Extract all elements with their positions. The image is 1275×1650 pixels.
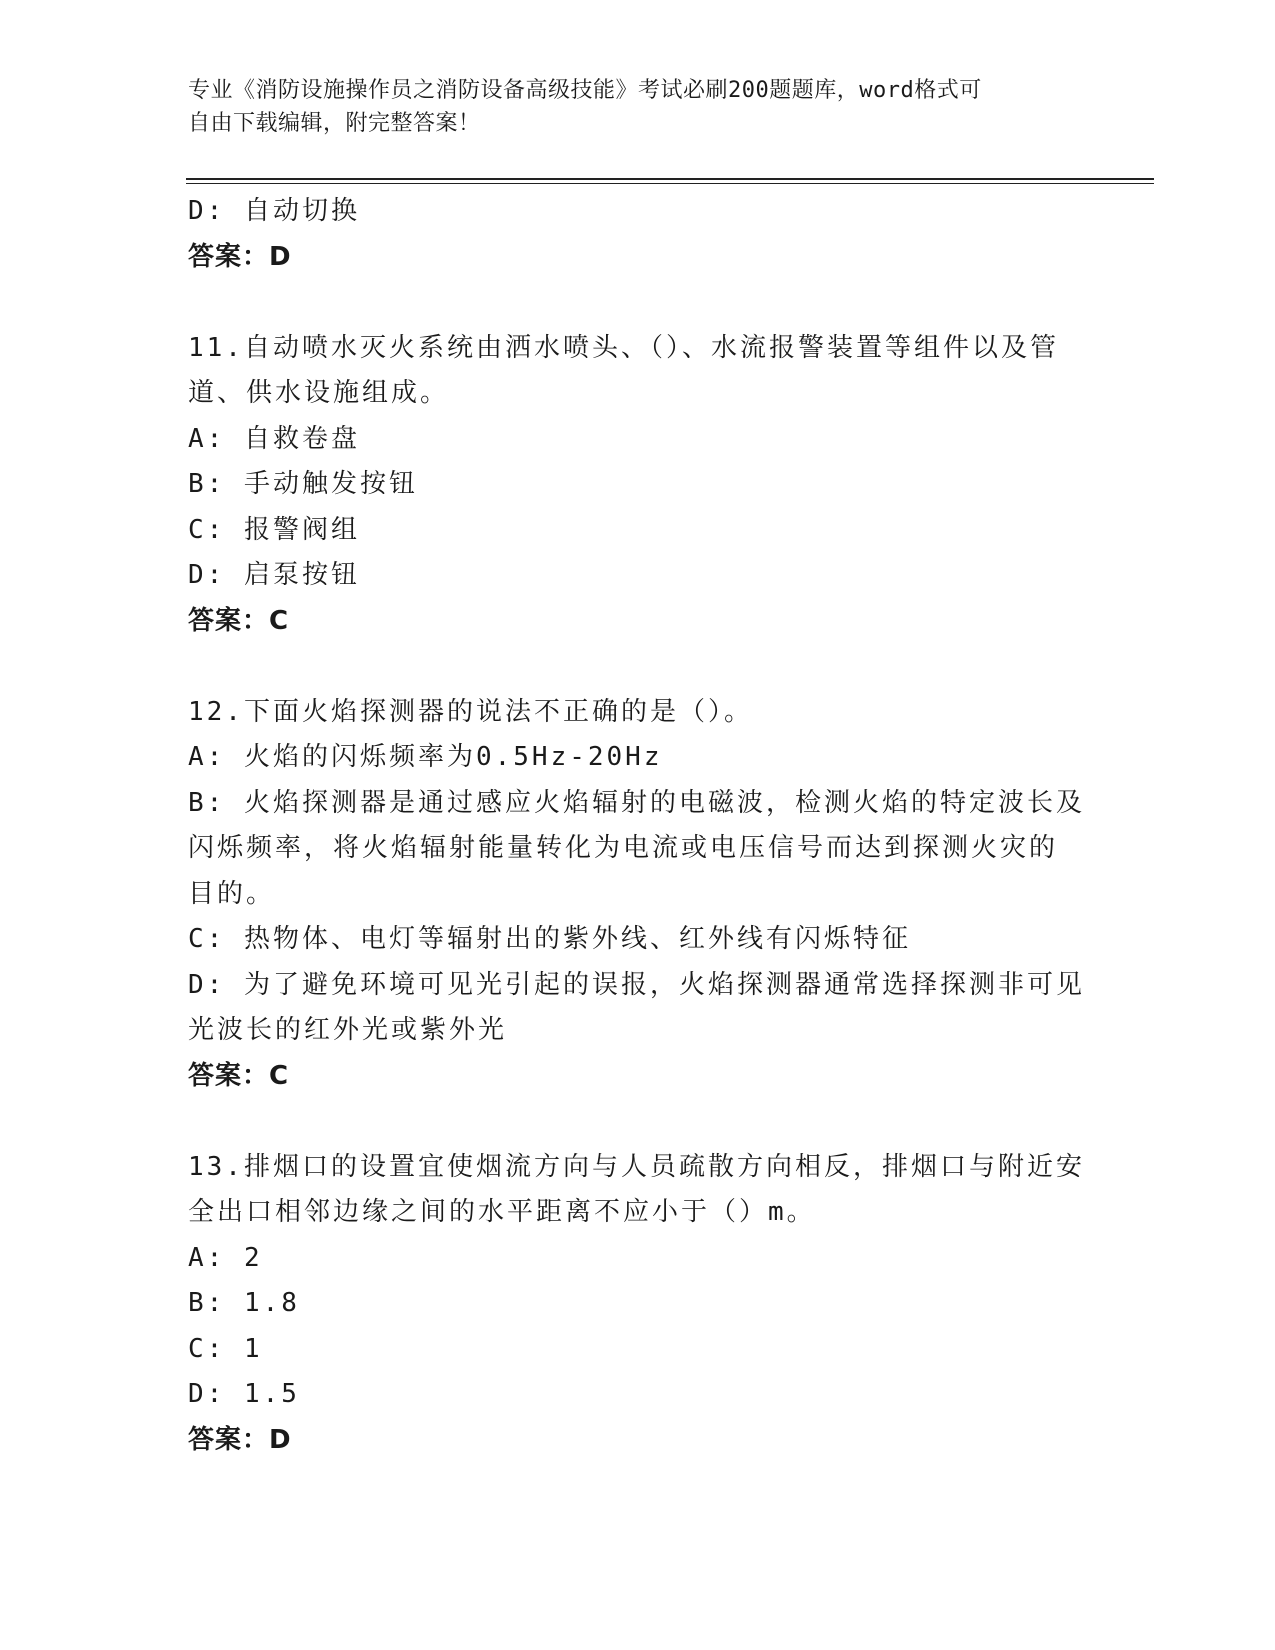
question-11 [188, 326, 1088, 645]
question-12 [188, 690, 1088, 1100]
answer-line: 答案：C [188, 1060, 290, 1091]
option-d: D: 自动切换 [188, 196, 360, 226]
question-stem: 12.下面火焰探测器的说法不正确的是（）。 [188, 696, 753, 727]
option-b: B: 1.8 [188, 1288, 300, 1318]
option-b-continued: 闪烁频率，将火焰辐射能量转化为电流或电压信号而达到探测火灾的 [188, 833, 1059, 863]
page-header [188, 74, 1088, 140]
question-stem: 13.排烟口的设置宜使烟流方向与人员疏散方向相反，排烟口与附近安 [188, 1151, 1085, 1182]
question-13 [188, 1145, 1088, 1464]
question-list [188, 189, 1088, 1463]
option-d: D: 为了避免环境可见光引起的误报，火焰探测器通常选择探测非可见 [188, 969, 1085, 1000]
answer-line: 答案：C [188, 605, 290, 636]
header-title-line-2: 自由下载编辑，附完整答案！ [188, 111, 481, 136]
option-d: D: 启泵按钮 [188, 560, 360, 590]
header-divider-thick [186, 178, 1154, 180]
option-d-continued: 光波长的红外光或紫外光 [188, 1015, 508, 1045]
spacer [188, 280, 1088, 326]
question-stem-continued: 道、供水设施组成。 [188, 378, 450, 408]
option-d: D: 1.5 [188, 1379, 300, 1409]
answer-line: 答案：D [188, 241, 292, 272]
option-b-continued: 目的。 [188, 878, 276, 909]
option-a: A: 火焰的闪烁频率为0.5Hz-20Hz [188, 742, 663, 772]
option-c: C: 报警阀组 [188, 514, 360, 545]
header-divider-thin [186, 183, 1154, 184]
answer-line: 答案：D [188, 1424, 292, 1455]
spacer [188, 644, 1088, 690]
header-title-line-1: 专业《消防设施操作员之消防设备高级技能》考试必刷200题题库，word格式可 [188, 78, 982, 103]
question-stem-continued: 全出口相邻边缘之间的水平距离不应小于（）m。 [188, 1197, 816, 1227]
spacer [188, 1099, 1088, 1145]
option-c: C: 1 [188, 1333, 263, 1364]
question-stem: 11.自动喷水灭火系统由洒水喷头、（）、水流报警装置等组件以及管 [188, 332, 1059, 363]
option-a: A: 自救卷盘 [188, 423, 360, 454]
option-b: B: 手动触发按钮 [188, 469, 418, 499]
option-a: A: 2 [188, 1242, 263, 1273]
option-c: C: 热物体、电灯等辐射出的紫外线、红外线有闪烁特征 [188, 924, 911, 954]
option-b: B: 火焰探测器是通过感应火焰辐射的电磁波，检测火焰的特定波长及 [188, 787, 1085, 818]
previous-question-tail [188, 189, 1088, 280]
